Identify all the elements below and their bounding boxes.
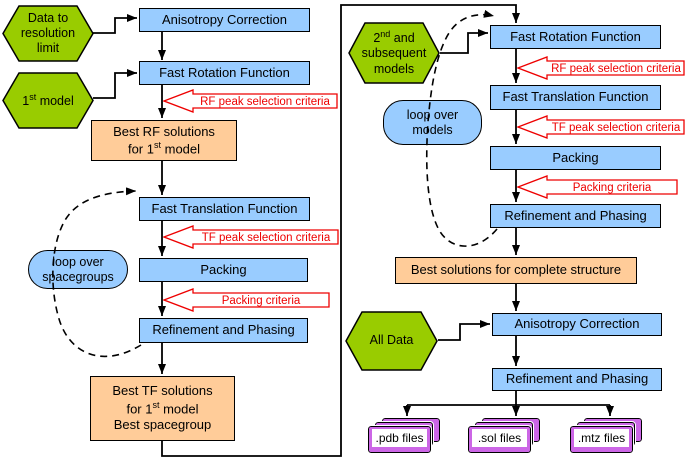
hex-line: All Data: [369, 333, 414, 348]
file-label: .sol files: [472, 429, 527, 447]
box-fast-rotation-right: [490, 25, 661, 49]
box-anisotropy-correction-left: [139, 8, 310, 32]
callout-packing-criteria-right: [517, 174, 678, 200]
box-fast-translation-right: [490, 85, 661, 110]
ellipse-loop-models: [383, 100, 482, 145]
criteria-label: RF peak selection criteria: [200, 96, 330, 108]
box-fast-rotation-left: [139, 61, 310, 85]
connector-data-hex: [93, 18, 137, 33]
hex-line: models: [373, 61, 415, 76]
hexagon-data-to-resolution-limit: [2, 5, 94, 62]
hex-line: limit: [36, 41, 60, 56]
hex-line: 2nd and: [373, 29, 415, 46]
hex-line: 1st model: [22, 91, 74, 108]
box-refinement-final: [492, 368, 662, 391]
box-label: Anisotropy Correction: [162, 11, 287, 27]
box-best-rf-solutions: [91, 120, 237, 161]
box-label: Best TF solutions for 1st model Best spacegroup: [112, 383, 213, 433]
file-stack-sol: [468, 418, 546, 454]
box-label: Best solutions for complete structure: [410, 262, 622, 278]
box-packing-left: [139, 258, 308, 282]
hexagon-label: [2, 72, 94, 129]
hex-line: Data to: [27, 10, 69, 25]
hexagon-label: [348, 22, 440, 84]
criteria-label: RF peak selection criteria: [551, 63, 681, 75]
callout-tf-criteria-right: [517, 114, 685, 140]
hexagon-label: [2, 5, 94, 62]
box-label: Refinement and Phasing: [504, 207, 647, 223]
file-card: [468, 426, 531, 453]
box-label: Fast Translation Function: [502, 89, 649, 105]
ellipse-line: loop over: [52, 254, 104, 269]
ellipse-loop-spacegroups: [28, 250, 128, 289]
box-label: Refinement and Phasing: [505, 371, 649, 387]
box-fast-translation-left: [139, 197, 310, 221]
file-stack-pdb: [368, 418, 446, 454]
hexagon-first-model: [2, 72, 94, 129]
box-best-tf-solutions: [90, 376, 235, 441]
box-label: Packing: [200, 261, 247, 277]
criteria-label: Packing criteria: [221, 295, 301, 307]
hexagon-label: [345, 311, 438, 371]
callout-rf-criteria-right: [517, 55, 685, 81]
box-label: Fast Translation Function: [151, 200, 298, 216]
hexagon-subsequent-models: [348, 22, 440, 84]
criteria-label: Packing criteria: [572, 182, 652, 194]
connector-models-hex: [440, 33, 488, 53]
box-refinement-left: [139, 318, 308, 343]
file-card: [368, 426, 431, 453]
connector-alldata-hex: [438, 324, 490, 340]
callout-rf-criteria-left: [163, 88, 338, 114]
connector-model-hex: [93, 73, 137, 98]
hex-line: resolution: [20, 25, 76, 40]
box-label: Fast Rotation Function: [510, 28, 641, 44]
box-label: Packing: [552, 149, 599, 165]
file-stack-mtz: [570, 418, 648, 454]
box-refinement-right: [490, 204, 661, 228]
box-best-complete-structure: [395, 257, 637, 284]
criteria-label: TF peak selection criteria: [201, 232, 331, 244]
box-anisotropy-correction-right: [492, 313, 662, 336]
box-label: Fast Rotation Function: [159, 64, 290, 80]
ellipse-line: spacegroups: [42, 269, 114, 284]
box-packing-right: [490, 146, 661, 170]
ellipse-line: models: [412, 122, 453, 137]
box-label: Refinement and Phasing: [152, 322, 295, 338]
criteria-label: TF peak selection criteria: [551, 122, 681, 134]
box-label: Best RF solutions for 1st model: [113, 123, 215, 157]
file-label: .mtz files: [574, 429, 629, 447]
ellipse-line: loop over: [406, 107, 459, 122]
hexagon-all-data: [345, 311, 438, 371]
callout-packing-criteria-left: [163, 287, 330, 313]
file-card: [570, 426, 633, 453]
file-label: .pdb files: [372, 429, 427, 447]
hex-line: subsequent: [361, 46, 427, 61]
callout-tf-criteria-left: [163, 224, 339, 250]
box-label: Anisotropy Correction: [514, 316, 640, 332]
